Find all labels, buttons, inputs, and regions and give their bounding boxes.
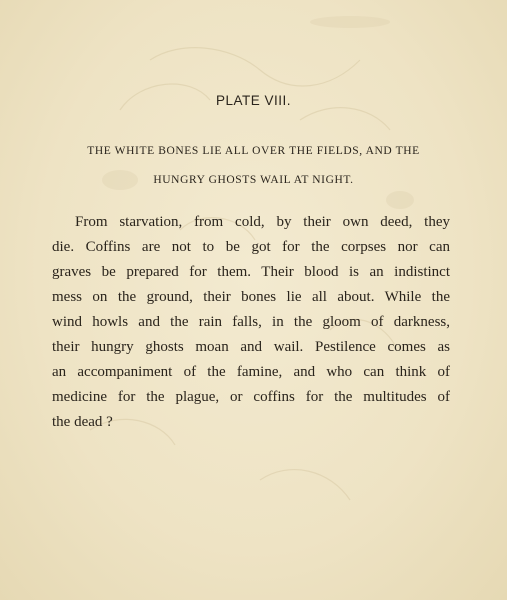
- body-text-line: the dead ?: [52, 414, 113, 430]
- body-text-line: an accompaniment of the famine, and who can think of: [52, 364, 450, 380]
- plate-number: PLATE VIII.: [215, 93, 292, 108]
- body-text-line: their hungry ghosts moan and wail. Pestilence comes as: [52, 339, 450, 355]
- caption-line-2: HUNGRY GHOSTS WAIL AT NIGHT.: [153, 174, 354, 186]
- body-text-line: wind howls and the rain falls, in the gloom of darkness,: [52, 314, 450, 330]
- caption-line-1: THE WHITE BONES LIE ALL OVER THE FIELDS, AND THE: [87, 145, 420, 157]
- body-text-line: die. Coffins are not to be got for the corpses nor can: [52, 239, 450, 255]
- body-text-line: medicine for the plague, or coffins for the multitudes of: [52, 389, 450, 405]
- body-text-line: From starvation, from cold, by their own deed, they: [75, 214, 450, 230]
- body-text-line: graves be prepared for them. Their blood is an indistinct: [52, 264, 450, 280]
- body-text-line: mess on the ground, their bones lie all about. While the: [52, 289, 450, 305]
